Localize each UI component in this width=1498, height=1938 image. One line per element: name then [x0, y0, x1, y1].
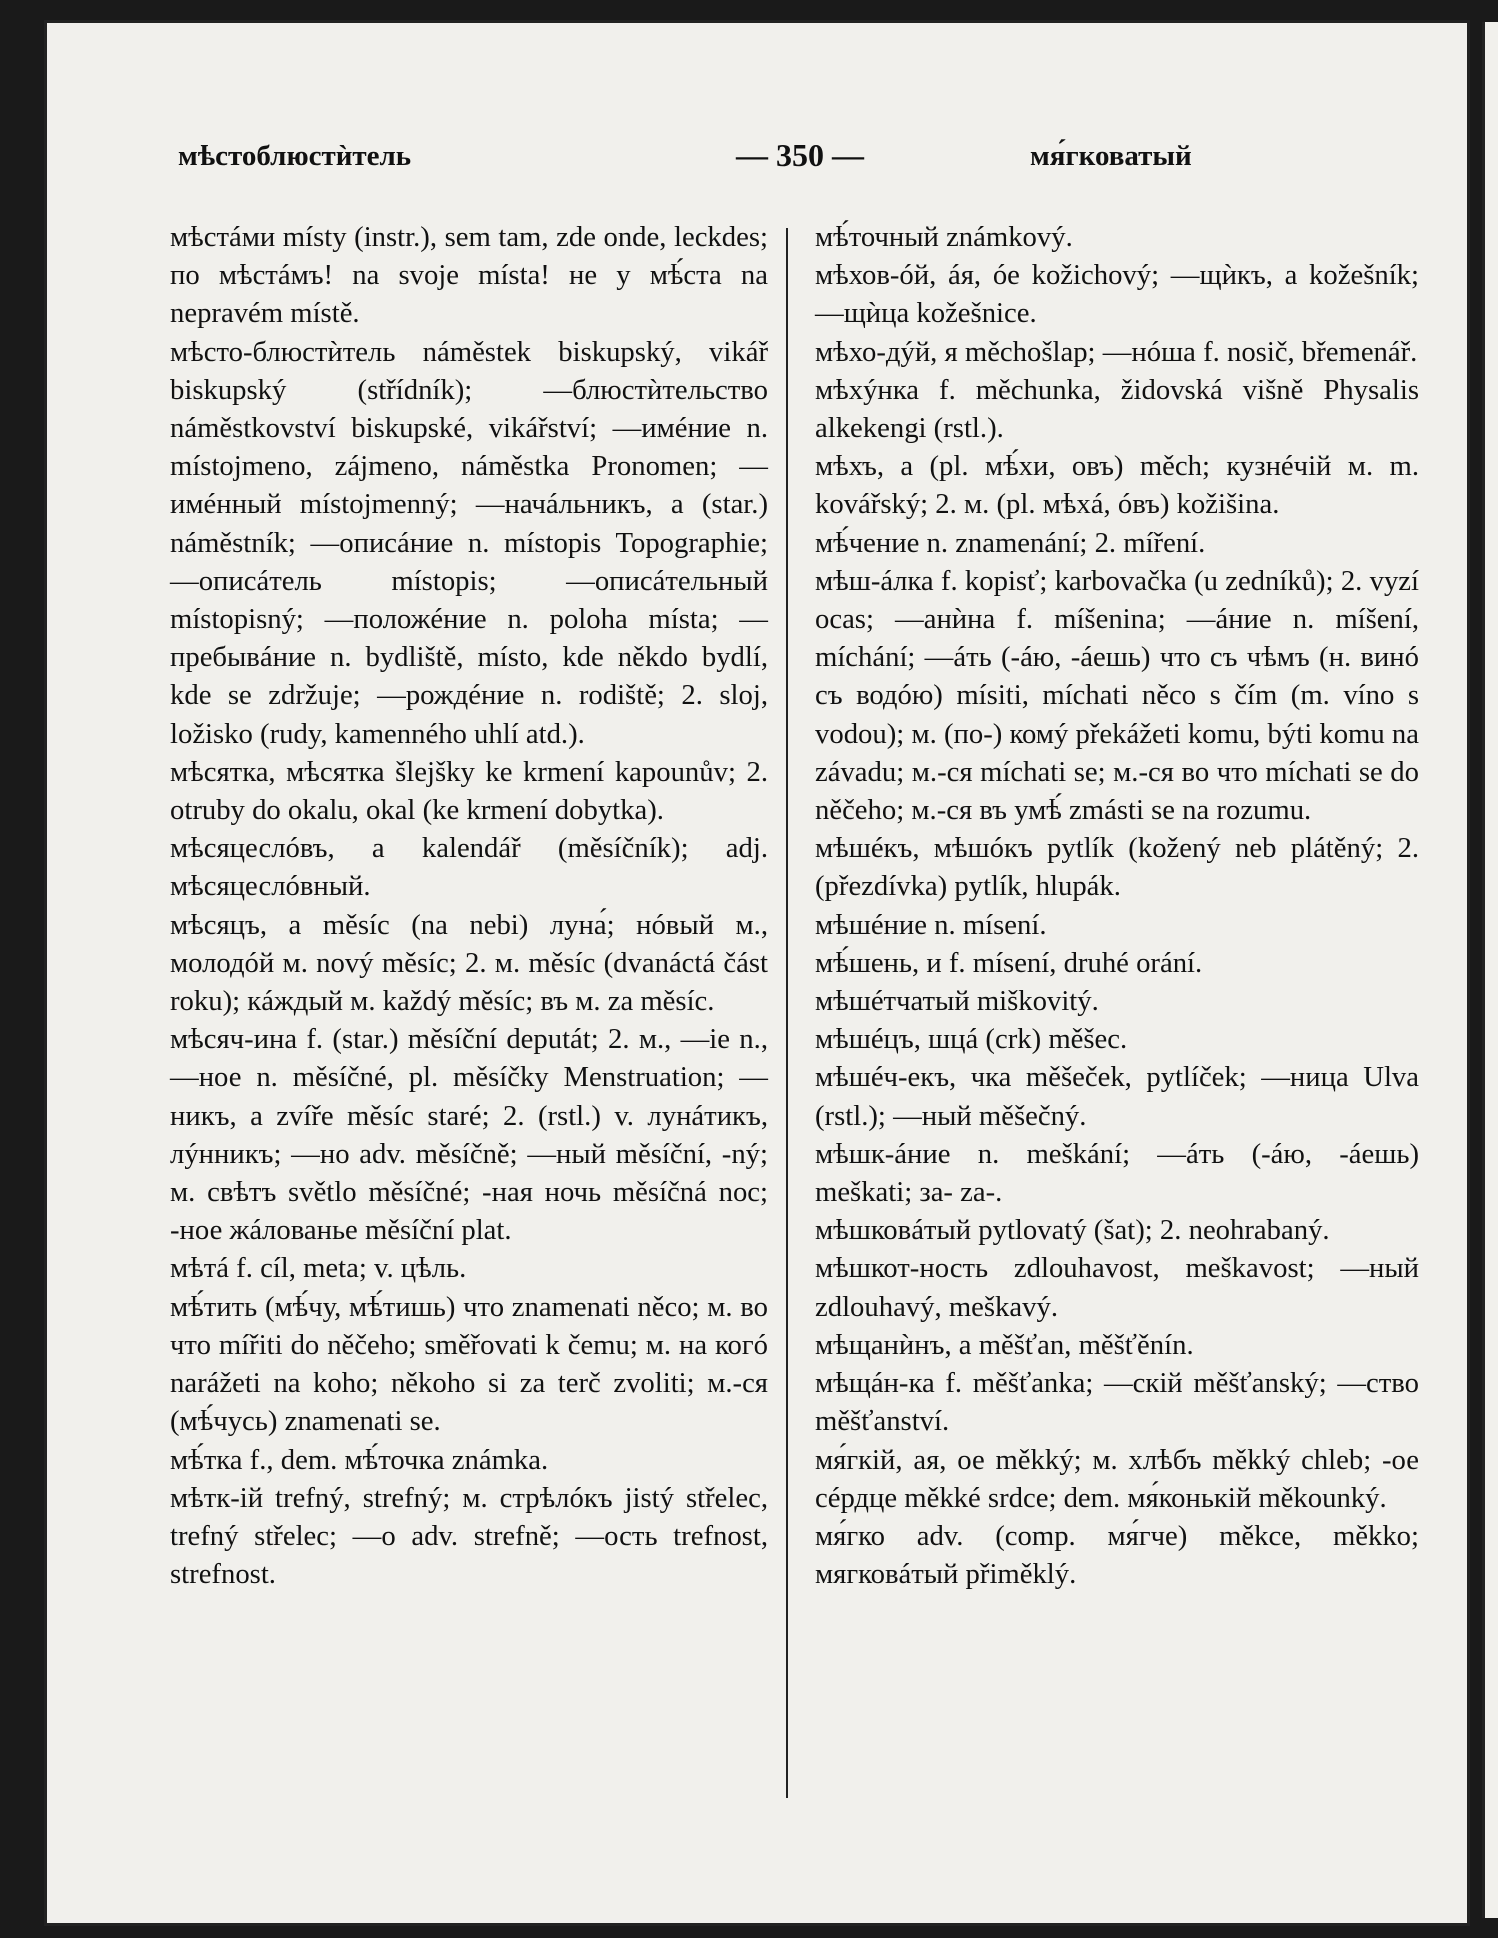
entry: мѣш-áлка f. kopisť; karbovačka (u zedníků); 2. vyzí ocas; —анѝна f. míšenina; —áние n. míšení, míchání; —áть (-áю, -áешь) что съ чѣмъ (н. винó съ водóю) mísiti, míchati něco s čím (m. víno s vodou); м. (по-) комý překážeti komu, býti komu na závadu; м.-ся míchati se; м.-ся во что míchati se do něčeho; м.-ся въ умѣ́ zmásti se na rozumu. [815, 564, 1419, 827]
entry: мя́гкій, ая, ое měkký; м. хлѣбъ měkký chleb; -ое сéрдце měkké srdce; dem. мя́конькій měkounký. [815, 1443, 1419, 1514]
entry: мѣщанѝнъ, a měšťan, měšťěnín. [815, 1328, 1194, 1361]
next-page-edge [1482, 22, 1498, 1918]
entry: мѣтк-ій trefný, strefný; м. стрѣлóкъ jistý střelec, trefný střelec; —o adv. strefně; —ость trefnost, strefnost. [170, 1481, 768, 1591]
entry: мѣщáн-ка f. měšťanka; —скій měšťanský; —ство měšťanství. [815, 1367, 1419, 1438]
entry: мѣсятка, мѣсятка šlejšky ke krmení kapounův; 2. otruby do okalu, okal (ke krmení dobytka). [170, 755, 768, 827]
entry: мя́гко adv. (comp. мя́гче) měkce, měkko; мягковáтый přiměklý. [815, 1519, 1419, 1591]
entry: мѣ́чение n. znamenání; 2. míření. [815, 526, 1206, 559]
header-right-guide-word: мя́гковатый [1030, 140, 1192, 172]
entry: мѣшкот-ность zdlouhavost, meškavost; —ный zdlouhavý, meškavý. [815, 1252, 1419, 1323]
entry: мѣшéкъ, мѣшóкъ pytlík (kožený neb plátěný; 2. (přezdívka) pytlík, hlupák. [815, 832, 1419, 903]
entry: мѣ́тка f., dem. мѣ́точка známka. [170, 1443, 549, 1476]
header-left-guide-word: мѣстоблюстѝтель [178, 140, 412, 172]
entry: мѣхýнка f. měchunka, židovská višně Physalis alkekengi (rstl.). [815, 373, 1419, 445]
entry: мѣсто-блюстѝтель náměstek biskupský, vikář biskupský (střídník); —блюстѝтельство náměstkovství biskupské, vikářství; —имéние n. místojmeno, zájmeno, náměstka Pronomen; —имéнный místojmenný; —начáльникъ, a (star.) náměstník; —описáние n. místopis Topographie; —описáтель místopis; —описáтельный místopisný; —положéние n. poloha místa; —пребывáние n. bydliště, místo, kde někdo bydlí, kde se zdržuje; —рождéние n. rodiště; 2. sloj, ložisko (rudy, kamenného uhlí atd.). [170, 335, 768, 750]
entry: мѣшк-áние n. meškání; —áть (-áю, -áешь) meškati; за- za-. [815, 1137, 1419, 1209]
left-column [170, 218, 768, 1593]
entry: мѣ́тить (мѣ́чу, мѣ́тишь) что znamenati něco; м. во что mířiti do něčeho; směřovati k čemu; м. на когó narážeti na koho; někoho si za terč zvoliti; м.-ся (мѣ́чусь) znamenati se. [170, 1290, 768, 1438]
entry: мѣшéч-екъ, чка měšeček, pytlíček; —ница Ulva (rstl.); —ный měšečný. [815, 1061, 1419, 1132]
entry: мѣстáми místy (instr.), sem tam, zde onde, leckdes; по мѣстáмъ! na svoje místa! не у мѣ́ста na nepravém místě. [170, 221, 768, 330]
entry: мѣшéцъ, шцá (crk) měšec. [815, 1023, 1128, 1056]
entry: мѣшковáтый pytlovatý (šat); 2. neohrabaný. [815, 1214, 1330, 1247]
entry: мѣхо-дýй, я měchošlap; —нóша f. nosič, břemenář. [815, 335, 1418, 368]
entry: мѣсяч-ина f. (star.) měsíční deputát; 2. м., —ie n., —ное n. měsíčné, pl. měsíčky Menstruation; —никъ, a zvíře měsíc staré; 2. (rstl.) v. лунáтикъ, лýнникъ; —но adv. měsíčně; —ный měsíční, -ný; м. свѣтъ světlo měsíčné; -ная ночь měsíčná noc; -ное жáлованье měsíční plat. [170, 1023, 768, 1247]
entry: мѣхъ, a (pl. мѣ́хи, овъ) měch; кузнéчій м. m. kovářský; 2. м. (pl. мѣхá, óвъ) kožišina. [815, 450, 1419, 521]
page-number: — 350 — [736, 137, 864, 173]
entry: мѣсяцеслóвъ, a kalendář (měsíčník); adj. мѣсяцеслóвный. [170, 832, 768, 903]
right-column [815, 218, 1419, 1593]
entry: мѣшéтчатый miškovitý. [815, 985, 1099, 1018]
entry: мѣ́точный známkový. [815, 221, 1073, 253]
column-divider [786, 228, 788, 1798]
entry: мѣхов-óй, áя, óе kožichový; —щѝкъ, a kožešník; —щѝца kožešnice. [815, 259, 1419, 330]
entry: мѣсяцъ, a měsíc (na nebi) луна́; нóвый м., молодóй м. nový měsíc; 2. м. měsíc (dvanáctá část roku); кáждый м. každý měsíc; въ м. za měsíc. [170, 908, 768, 1018]
entry: мѣ́шень, и f. mísení, druhé orání. [815, 946, 1203, 979]
entry: мѣшéние n. mísení. [815, 908, 1047, 941]
entry: мѣтá f. cíl, meta; v. цѣль. [170, 1252, 467, 1285]
